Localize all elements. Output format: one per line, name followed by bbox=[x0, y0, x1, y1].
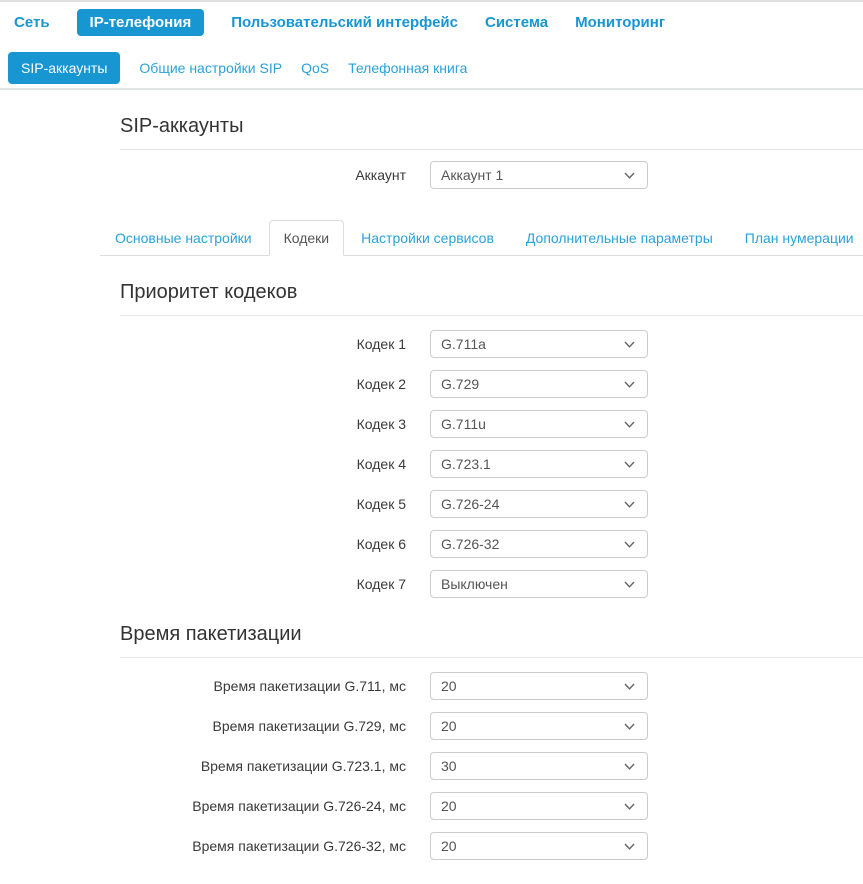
ptime-g7231-select[interactable] bbox=[430, 752, 648, 780]
codec-1-label: Кодек 1 bbox=[356, 336, 406, 352]
tab-service-settings[interactable] bbox=[346, 220, 509, 255]
codec-2-value: G.729 bbox=[441, 376, 480, 392]
chevron-down-icon bbox=[624, 461, 635, 468]
subnav-item-sip-common-settings[interactable]: Общие настройки SIP bbox=[139, 60, 283, 76]
main-nav bbox=[0, 2, 863, 38]
codec-3-label: Кодек 3 bbox=[356, 416, 406, 432]
ptime-g729-select[interactable] bbox=[430, 712, 648, 740]
ptime-g72632-select[interactable] bbox=[430, 832, 648, 860]
tab-numbering-plan[interactable] bbox=[730, 220, 863, 255]
ptime-row bbox=[100, 672, 863, 700]
ptime-g72624-value: 20 bbox=[441, 798, 457, 814]
codec-5-label: Кодек 5 bbox=[356, 496, 406, 512]
account-select-value: Аккаунт 1 bbox=[441, 167, 504, 183]
tab-basic-settings[interactable] bbox=[100, 220, 267, 255]
subnav-item-sip-accounts[interactable]: SIP-аккаунты bbox=[8, 52, 120, 84]
chevron-down-icon bbox=[624, 803, 635, 810]
codec-2-label: Кодек 2 bbox=[356, 376, 406, 392]
ptime-g729-value: 20 bbox=[441, 718, 457, 734]
codec-priority-title: Приоритет кодеков bbox=[120, 281, 298, 303]
nav-item-network[interactable]: Сеть bbox=[14, 13, 50, 31]
account-tabs bbox=[100, 220, 863, 256]
codec-2-select[interactable] bbox=[430, 370, 648, 398]
ptime-g711-value: 20 bbox=[441, 678, 457, 694]
codec-4-select[interactable] bbox=[430, 450, 648, 478]
chevron-down-icon bbox=[624, 581, 635, 588]
nav-item-ip-telephony[interactable]: IP-телефония bbox=[77, 9, 205, 36]
codec-row bbox=[100, 410, 863, 438]
ptime-g72632-label: Время пакетизации G.726-32, мс bbox=[192, 838, 406, 854]
chevron-down-icon bbox=[624, 172, 635, 179]
divider bbox=[120, 657, 863, 658]
section-packetization-time bbox=[100, 623, 863, 860]
codec-7-label: Кодек 7 bbox=[356, 576, 406, 592]
tab-basic-settings-label[interactable]: Основные настройки bbox=[115, 230, 252, 246]
codec-6-label: Кодек 6 bbox=[356, 536, 406, 552]
nav-item-system[interactable]: Система bbox=[485, 13, 549, 31]
ptime-g711-label: Время пакетизации G.711, мс bbox=[213, 678, 406, 694]
codec-row bbox=[100, 490, 863, 518]
tab-additional-params-label[interactable]: Дополнительные параметры bbox=[525, 230, 713, 246]
account-select[interactable] bbox=[430, 161, 648, 189]
chevron-down-icon bbox=[624, 683, 635, 690]
tab-codecs-label[interactable]: Кодеки bbox=[269, 220, 345, 256]
chevron-down-icon bbox=[624, 421, 635, 428]
chevron-down-icon bbox=[624, 381, 635, 388]
chevron-down-icon bbox=[624, 843, 635, 850]
codec-5-select[interactable] bbox=[430, 490, 648, 518]
codec-3-value: G.711u bbox=[441, 416, 486, 432]
divider bbox=[120, 315, 863, 316]
chevron-down-icon bbox=[624, 501, 635, 508]
page-title: SIP-аккаунты bbox=[120, 115, 244, 137]
packetization-time-title: Время пакетизации bbox=[120, 623, 302, 645]
tab-service-settings-label[interactable]: Настройки сервисов bbox=[361, 230, 494, 246]
ptime-g72624-select[interactable] bbox=[430, 792, 648, 820]
codec-7-value: Выключен bbox=[441, 576, 508, 592]
account-row bbox=[100, 161, 863, 189]
ptime-g7231-label: Время пакетизации G.723.1, мс bbox=[200, 758, 406, 774]
subnav-item-qos[interactable]: QoS bbox=[301, 60, 330, 76]
nav-item-user-interface[interactable]: Пользовательский интерфейс bbox=[231, 13, 458, 31]
tab-numbering-plan-label[interactable]: План нумерации bbox=[744, 230, 854, 246]
codec-4-label: Кодек 4 bbox=[356, 456, 406, 472]
codec-6-select[interactable] bbox=[430, 530, 648, 558]
ptime-row bbox=[100, 832, 863, 860]
subnav-item-phonebook[interactable]: Телефонная книга bbox=[348, 60, 468, 76]
codec-row bbox=[100, 330, 863, 358]
ptime-row bbox=[100, 792, 863, 820]
tab-additional-params[interactable] bbox=[511, 220, 728, 255]
codec-6-value: G.726-32 bbox=[441, 536, 500, 552]
divider bbox=[120, 149, 863, 150]
ptime-g72632-value: 20 bbox=[441, 838, 457, 854]
chevron-down-icon bbox=[624, 341, 635, 348]
codec-3-select[interactable] bbox=[430, 410, 648, 438]
ptime-g72624-label: Время пакетизации G.726-24, мс bbox=[192, 798, 406, 814]
codec-4-value: G.723.1 bbox=[441, 456, 491, 472]
ptime-row bbox=[100, 712, 863, 740]
codec-row bbox=[100, 370, 863, 398]
codec-row bbox=[100, 450, 863, 478]
codec-row bbox=[100, 530, 863, 558]
ptime-g729-label: Время пакетизации G.729, мс bbox=[212, 718, 406, 734]
codec-1-select[interactable] bbox=[430, 330, 648, 358]
codec-5-value: G.726-24 bbox=[441, 496, 500, 512]
chevron-down-icon bbox=[624, 541, 635, 548]
main-content bbox=[0, 115, 863, 876]
sub-nav bbox=[0, 38, 863, 90]
ptime-g7231-value: 30 bbox=[441, 758, 457, 774]
chevron-down-icon bbox=[624, 723, 635, 730]
nav-item-monitoring[interactable]: Мониторинг bbox=[575, 13, 666, 31]
section-codec-priority bbox=[100, 281, 863, 598]
account-label: Аккаунт bbox=[355, 167, 406, 183]
codec-row bbox=[100, 570, 863, 598]
ptime-row bbox=[100, 752, 863, 780]
chevron-down-icon bbox=[624, 763, 635, 770]
codec-7-select[interactable] bbox=[430, 570, 648, 598]
tab-codecs[interactable] bbox=[269, 220, 345, 255]
codec-1-value: G.711a bbox=[441, 336, 486, 352]
ptime-g711-select[interactable] bbox=[430, 672, 648, 700]
